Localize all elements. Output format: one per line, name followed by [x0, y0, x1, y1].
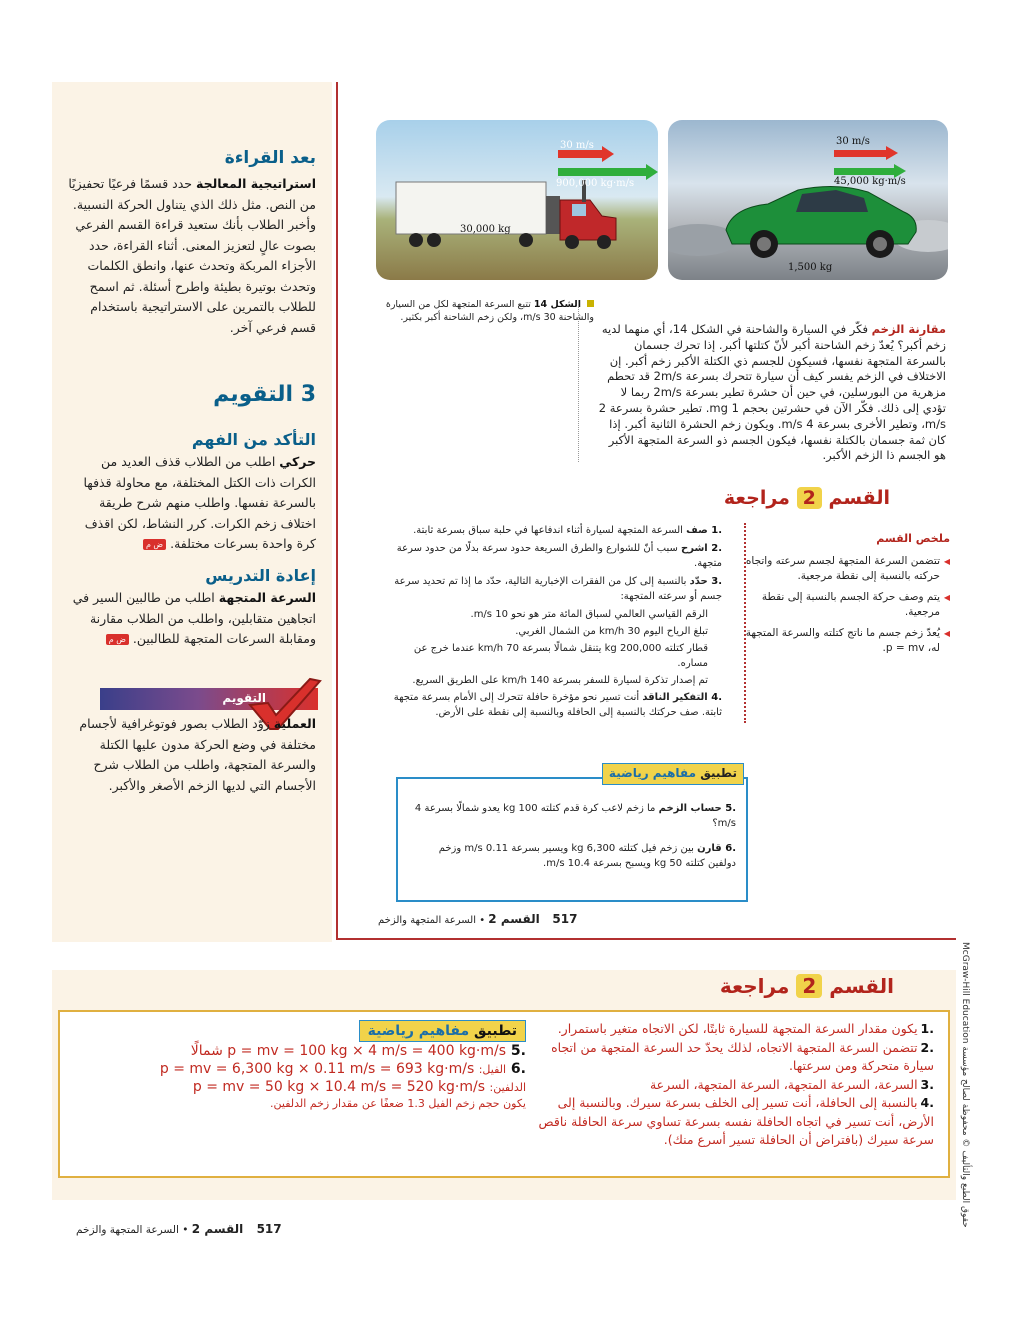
answer-area — [52, 970, 956, 1200]
assessment-banner-label: التقويم — [222, 691, 266, 705]
after-reading-title: بعد القراءة — [224, 148, 316, 168]
math-concepts-box — [396, 766, 748, 902]
answers-1-4 — [524, 1020, 934, 1150]
check-text: اطلب من الطلاب قذف العديد من الكرات ذات الكتل المختلفة، مع محاولة قذفها بالسرعة نفسها. واطلب منهم شرح طريقة اختلاف زخم الكرات. كرر النشاط، لكن اقذف كرة واحدة بسرعات مختلفة. — [83, 454, 316, 551]
question-6: .6 قارن بين زخم فيل كتلته 6,300 kg ويسير بسرعة 0.11 m/s وزخم دولفين كتلته 50 kg ويسبح بسرعة 10.4 m/s. — [438, 843, 736, 869]
truck-velocity-label: 30 m/s — [560, 140, 594, 151]
summary-item: ◀ يُعدّ زخم جسم ما ناتج كتلته والسرعة المتجهة له، p = mv. — [740, 626, 950, 656]
answer-2: .2تتضمن السرعة المتجهة الاتجاه، لذلك يحدّ حد السرعة المتجهة من اتجاه سيارة متحركة ومن سرعتها. — [551, 1039, 934, 1073]
question-4: .4 التفكير الناقد أنت تسير نحو مؤخرة حافلة تتحرك إلى الأمام بسرعة متجهة ثابتة. صف حركتك بالنسبة إلى الحافلة وبالنسبة إلى نقطة على الأرض. — [393, 692, 722, 718]
answer-6-dolphin: الدلفين: p = mv = 50 kg × 10.4 m/s = 520 kg·m/s — [192, 1079, 526, 1095]
truck-photo — [376, 120, 658, 280]
figure-caption — [366, 298, 594, 324]
review-title-num: 2 — [797, 487, 822, 509]
strategy-text: حدد قسمًا فرعيًا تحفيزيًا من النص. مثل ذلك الذي يتناول الحركة النسبية. وأخبر الطلاب بأنك ستعيد قراءة القسم الفرعي بصوت عالٍ لتعزيز المعنى. أثناء القراءة، حدد الأجزاء المربكة وتحدث عنها، وانطق الكلمات وتحدث بوتيرة بطيئة واطرح أسئلة. ثم اسمح للطلاب بالتمرين على الاستراتيجية باستخدام قسم فرعي آخر. — [68, 176, 316, 335]
practical-paragraph — [62, 714, 316, 796]
car-illustration — [668, 120, 948, 280]
reteach-text: اطلب من طالبين السير في اتجاهين متقابلين، واطلب من الطلاب مقارنة ومقابلة السرعات المتجهة للطالبين. — [72, 590, 316, 646]
question-1: .1 صف السرعة المتجهة لسيارة أثناء اندفاعها في حلبة سباق بسرعة ثابتة. — [413, 525, 722, 536]
answer-6-note: يكون حجم زخم الفيل 1.3 ضعفًا عن مقدار زخم الدلفين. — [270, 1097, 526, 1110]
caption-square-icon — [587, 300, 594, 307]
car-momentum-label: 45,000 kg·m/s — [834, 176, 906, 187]
reteach-bold: السرعة المتجهة — [218, 590, 316, 605]
teacher-column — [52, 82, 332, 942]
figure-caption-text: تتبع السرعة المتجهة لكل من السيارة والشاحنة 30 m/s، ولكن زخم الشاحنة أكبر بكثير. — [385, 299, 594, 323]
question-3-item: قطار كتلته 200,000 kg يتنقل شمالًا بسرعة 70 km/h عندما خرج عن مساره. — [413, 643, 708, 669]
assessment-title: 3 التقويم — [213, 382, 316, 407]
answer-6-elephant: .6 الفيل: p = mv = 6,300 kg × 0.11 m/s = 693 kg·m/s — [159, 1061, 526, 1077]
footer-section: القسم 2 — [488, 912, 540, 926]
answer-3: .3السرعة، السرعة المتجهة، السرعة المتجهة، السرعة — [649, 1076, 934, 1092]
answer-math-tag: تطبيق مفاهيم رياضية — [359, 1020, 526, 1042]
reteach-title: إعادة التدريس — [205, 566, 316, 585]
answers-5-6 — [86, 1020, 526, 1112]
figure-caption-bold: الشكل 14 — [533, 299, 581, 310]
truck-mass-label: 30,000 kg — [460, 224, 511, 235]
strategy-paragraph — [62, 174, 316, 338]
tag-badge-2: ض م — [106, 634, 129, 645]
bottom-footer: 517 القسم 2 • السرعة المتجهة والزخم — [76, 1222, 282, 1236]
reteach-paragraph — [62, 588, 316, 650]
copyright-strip — [958, 942, 972, 1228]
answer-review-title: القسم 2 مراجعة — [719, 974, 894, 998]
answer-1: .1يكون مقدار السرعة المتجهة للسيارة ثابتًا، لكن الاتجاه متغير باستمرار. — [557, 1021, 934, 1036]
bottom-footer-title: السرعة المتجهة والزخم — [76, 1224, 179, 1236]
check-bold: حركي — [279, 454, 316, 469]
answer-box — [58, 1010, 950, 1178]
summary-item: ◀ تتضمن السرعة المتجهة لجسم سرعته واتجاه حركته بالنسبة إلى نقطة مرجعية. — [740, 554, 950, 584]
question-3-item: تبلغ الرياح اليوم 30 km/h من الشمال الغربي. — [515, 626, 708, 637]
page-number: 517 — [552, 912, 578, 926]
caption-divider — [578, 302, 579, 462]
question-3: .3 حدّد بالنسبة إلى كل من الفقرات الإخبارية التالية، حدّد ما إذا تم تحديد سرعة جسم أو سرعته المتجهة: — [394, 576, 722, 602]
car-velocity-label: 30 m/s — [836, 136, 870, 147]
student-page — [336, 82, 956, 940]
page-footer: 517 القسم 2 • السرعة المتجهة والزخم — [378, 912, 578, 926]
question-5: .5 حساب الزخم ما زخم لاعب كرة قدم كتلته 100 kg يعدو شمالًا بسرعة 4 m/s؟ — [414, 803, 736, 829]
bottom-footer-section: القسم 2 — [191, 1222, 244, 1236]
section-summary — [740, 531, 950, 662]
answer-5: .5 p = mv = 100 kg × 4 m/s = 400 kg·m/s شمالًا — [190, 1043, 526, 1059]
truck-illustration — [376, 120, 658, 280]
momentum-paragraph — [598, 322, 946, 464]
bottom-page-number: 517 — [256, 1222, 282, 1236]
momentum-bold: مقارنة الزخم — [871, 322, 946, 336]
question-3-item: تم إصدار تذكرة لسيارة للسفر بسرعة 140 km/h على الطريق السريع. — [412, 675, 708, 686]
footer-title: السرعة المتجهة والزخم — [378, 915, 477, 926]
check-paragraph — [62, 452, 316, 555]
car-photo — [668, 120, 948, 280]
section-review — [356, 487, 956, 907]
momentum-text: فكّر في السيارة والشاحنة في الشكل 14، أي منهما لديه زخم أكبر؟ يُعدّ زخم الشاحنة أكبر لأنّ كتلتها أكبر. إذا تحرك جسمان بالسرعة المتجهة نفسها، فسيكون للجسم ذي الكتلة الأكبر زخم أكبر. إن الاختلاف في الزخم يفسر كيف أن سيارة تتحرك بسرعة 2m/s قد تحطم مزهرية من البورسلين، في حين أن حشرة تطير بسرعة 2m/s ربما لا تؤدي إلى ذلك. فكّر الآن في حشرتين بحجم 1 mg. تطير حشرة بسرعة 2 m/s، وتطير الأخرى بسرعة 4 m/s. ويكون زخم الحشرة الثانية أكبر. إذا كان ثمة جسمان بالكتلة نفسها، فيكون الجسم ذو السرعة المتجهة الأكبر هو الجسم ذا الزخم الأكبر. — [598, 322, 946, 463]
answer-4: .4بالنسبة إلى الحافلة، أنت تسير إلى الخلف بسرعة سيرك. وبالنسبة إلى الأرض، أنت تسير في اتجاه الحافلة نفسه بسرعة تساوي سرعة الحافلة ناقص سرعة سيرك (بافتراض أن الحافلة تسير أسرع منك). — [538, 1095, 934, 1147]
practical-bold: العملية — [273, 716, 316, 731]
summary-title: ملخص القسم — [876, 532, 950, 545]
question-2: .2 اشرح سبب أنّ للشوارع والطرق السريعة حدود سرعة بدلًا من حدود سرعة متجهة. — [396, 543, 722, 569]
math-concepts-tag: تطبيق مفاهيم رياضية — [602, 763, 744, 785]
review-title — [724, 487, 890, 509]
check-understanding-title: التأكد من الفهم — [191, 430, 316, 449]
car-mass-label: 1,500 kg — [788, 262, 833, 273]
tag-badge: ض م — [143, 539, 166, 550]
review-title-word: مراجعة — [723, 487, 790, 509]
question-3-item: الرقم القياسي العالمي لسباق المائة متر هو نحو 10 m/s. — [470, 609, 708, 620]
practical-text: زوّد الطلاب بصور فوتوغرافية لأجسام مختلفة في وضع الحركة مدون عليها الكتلة والسرعة المتجهة، واطلب من الطلاب شرح الأجسام التي لديها الزخم الأصغر والأكبر. — [79, 716, 316, 793]
review-questions — [386, 523, 746, 723]
copyright-text: McGraw-Hill Education حقوق الطبع والتأليف © محفوظة لصالح مؤسسة — [960, 942, 970, 1228]
review-title-section: القسم — [828, 487, 890, 509]
strategy-title: استراتيجية المعالجة — [196, 176, 316, 191]
summary-item: ◀ يتم وصف حركة الجسم بالنسبة إلى نقطة مرجعية. — [740, 590, 950, 620]
truck-momentum-label: 900,000 kg·m/s — [556, 178, 635, 189]
